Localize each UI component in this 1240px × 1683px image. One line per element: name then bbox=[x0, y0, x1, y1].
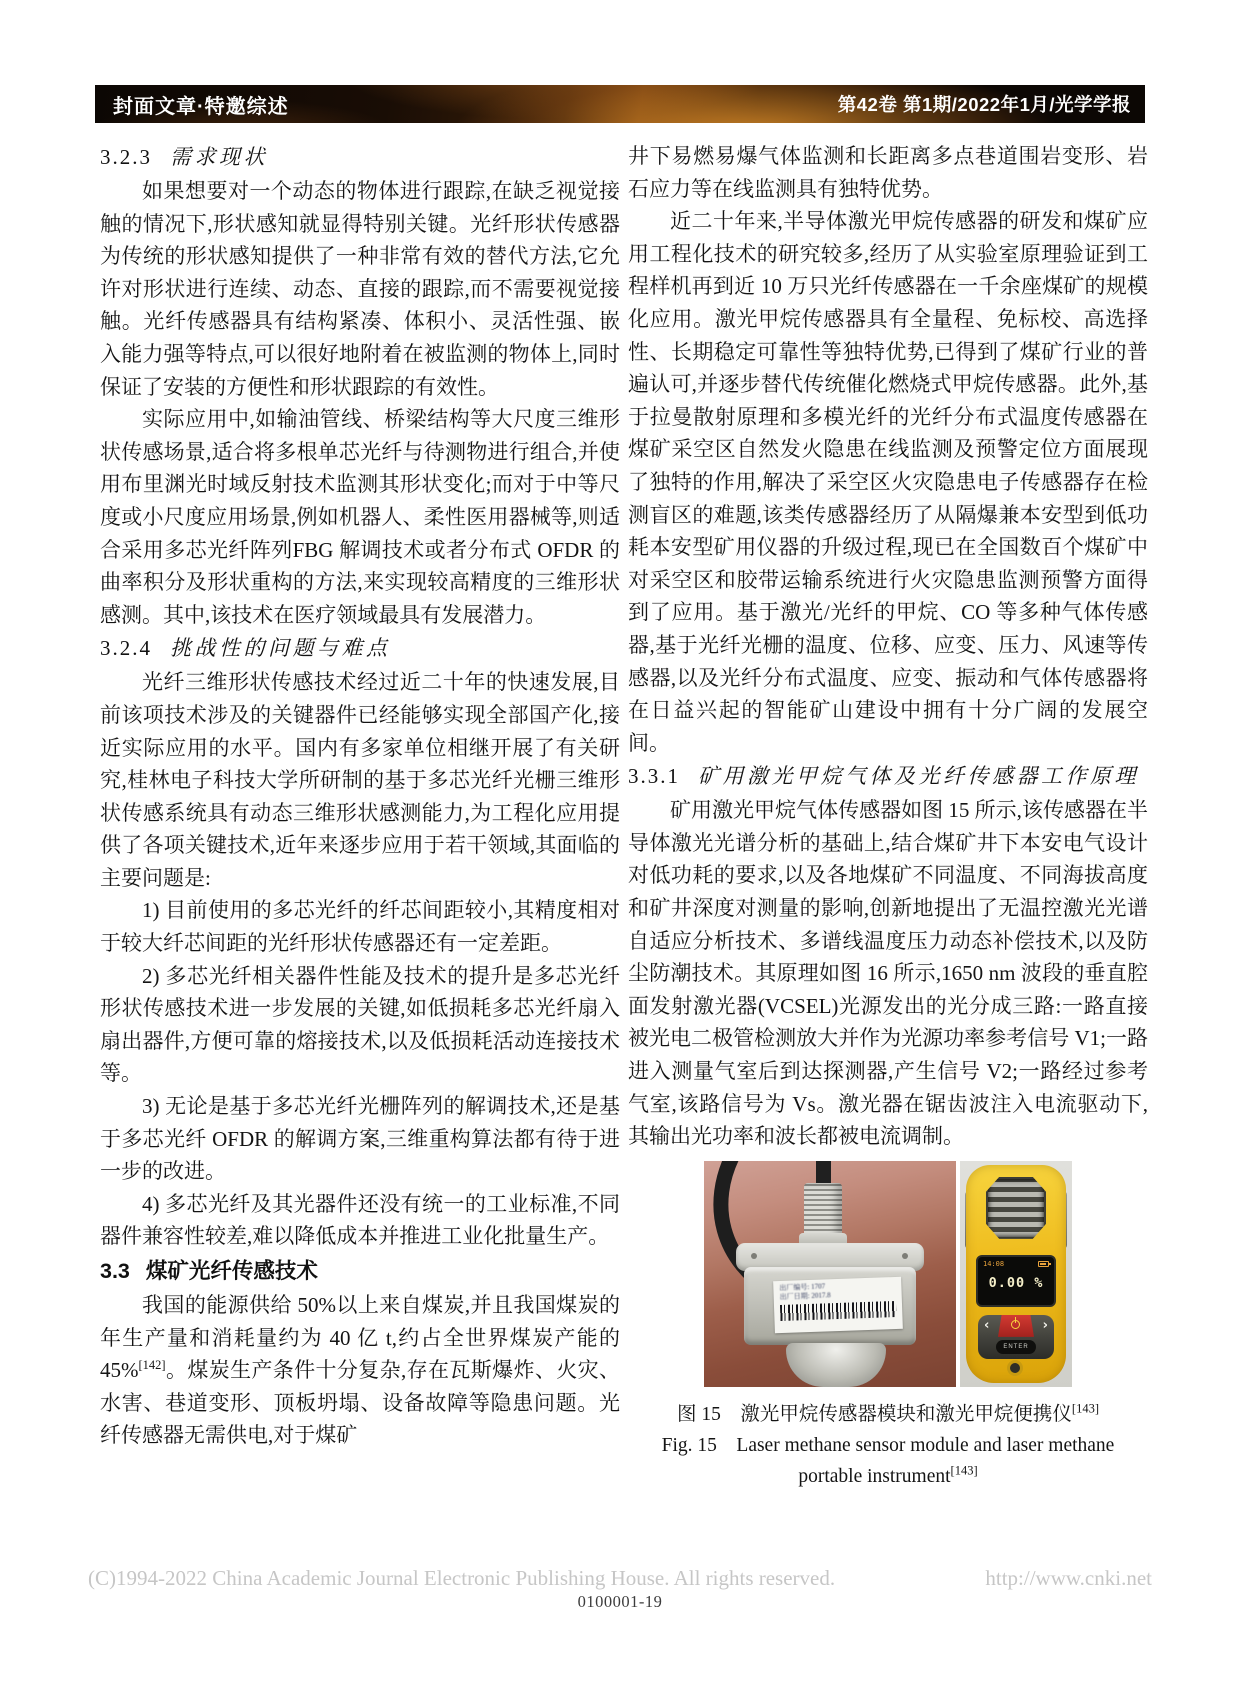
heading-number: 3.3.1 bbox=[628, 764, 680, 789]
cnki-url: http://www.cnki.net bbox=[985, 1566, 1152, 1590]
device-display bbox=[976, 1255, 1056, 1307]
list-item-paragraph: 3) 无论是基于多芯光纤光栅阵列的解调技术,还是基于多芯光纤 OFDR 的解调方案,三维重构算法都有待于进一步的改进。 bbox=[100, 1094, 620, 1184]
footer-copyright-row bbox=[88, 1566, 1152, 1591]
left-arrow-button: ‹ bbox=[984, 1317, 990, 1333]
screw-icon bbox=[751, 1253, 757, 1259]
barcode-icon bbox=[780, 1301, 896, 1321]
heading-title: 挑战性的问题与难点 bbox=[170, 636, 391, 661]
figure-caption-en-line1: Fig. 15 Laser methane sensor module and laser methane bbox=[661, 1434, 1115, 1456]
enter-button: ENTER bbox=[996, 1340, 1036, 1354]
reference-citation: [143] bbox=[950, 1463, 978, 1478]
heading-3-2-4 bbox=[100, 632, 620, 665]
figure-caption-en-line2 bbox=[628, 1461, 1148, 1492]
heading-3-3-1 bbox=[628, 760, 1148, 793]
heading-number: 3.2.4 bbox=[100, 636, 152, 661]
nameplate-date: 出厂日期: 2017.8 bbox=[779, 1291, 831, 1301]
paragraph: 近二十年来,半导体激光甲烷传感器的研发和煤矿应用工程化技术的研究较多,经历了从实验室原理验证到工程样机再到近 10 万只光纤传感器在一千余座煤矿的规模化应用。激光甲烷传感器具有全量程、免标校、高选择性、长期稳定可靠性等独特优势,已得到了煤矿行业的普遍认可,并逐步替代传统催化燃烧式甲烷传感器。此外,基于拉曼散射原理和多模光纤的光纤分布式温度传感器在煤矿采空区自然发火隐患在线监测及预警定位方面展现了独特的作用,解决了采空区火灾隐患电子传感器存在检测盲区的难题,该类传感器经历了从隔爆兼本安型到低功耗本安型矿用仪器的升级过程,现已在全国数百个煤矿中对采空区和胶带运输系统进行火灾隐患监测预警方面得到了应用。基于激光/光纤的甲烷、CO 等多种气体传感器,基于光纤光栅的温度、位移、应变、压力、风速等传感器,以及光纤分布式温度、应变、振动和气体传感器将在日益兴起的智能矿山建设中拥有十分广阔的发展空间。 bbox=[628, 209, 1148, 755]
reference-citation: [143] bbox=[1071, 1401, 1099, 1416]
power-icon bbox=[1011, 1320, 1020, 1329]
battery-icon bbox=[1038, 1261, 1049, 1267]
device-button-panel bbox=[978, 1315, 1054, 1359]
heading-3-2-3 bbox=[100, 141, 620, 174]
banner-issue-info: 第42卷 第1期/2022年1月/光学学报 bbox=[837, 94, 1131, 115]
list-item-paragraph: 2) 多芯光纤相关器件性能及技术的提升是多芯光纤形状传感技术进一步发展的关键,如低损耗多芯光纤扇入扇出器件,方便可靠的熔接技术,以及低损耗活动连接技术等。 bbox=[100, 963, 620, 1086]
paragraph bbox=[100, 1289, 620, 1452]
power-button bbox=[998, 1315, 1034, 1337]
screw-icon bbox=[902, 1253, 908, 1259]
module-nameplate bbox=[773, 1277, 903, 1333]
heading-number: 3.3 bbox=[100, 1259, 130, 1283]
figure-15 bbox=[628, 1161, 1148, 1492]
list-item-paragraph: 4) 多芯光纤及其光器件还没有统一的工业标准,不同器件兼容性较差,难以降低成本并推进工业化批量生产。 bbox=[100, 1191, 620, 1249]
methane-reading: 0.00 % bbox=[988, 1274, 1044, 1291]
nameplate-serial: 出厂编号: 1707 bbox=[779, 1282, 826, 1292]
heading-title: 需求现状 bbox=[170, 145, 268, 169]
paragraph-text: 我国的能源供给 50%以上来自煤炭,并且我国煤炭的年生产量和消耗量约为 40 亿 t,约占全世界煤炭产能的 45% bbox=[100, 1293, 620, 1383]
copyright-notice: (C)1994-2022 China Academic Journal Electronic Publishing House. All rights reserved. bbox=[88, 1566, 836, 1590]
heading-number: 3.2.3 bbox=[100, 145, 152, 169]
display-time: 14:08 bbox=[983, 1259, 1005, 1268]
paragraph-continuation: 井下易燃易爆气体监测和长距离多点巷道围岩变形、岩石应力等在线监测具有独特优势。 bbox=[628, 144, 1148, 201]
list-item-paragraph: 1) 目前使用的多芯光纤的纤芯间距较小,其精度相对于较大纤芯间距的光纤形状传感器还有一定差距。 bbox=[100, 898, 620, 956]
two-column-content bbox=[100, 140, 1148, 1492]
caption-text: portable instrument bbox=[798, 1465, 951, 1487]
right-column bbox=[628, 140, 1148, 1492]
paragraph-text: 。煤炭生产条件十分复杂,存在瓦斯爆炸、火灾、水害、巷道变形、顶板坍塌、设备故障等隐患问题。光纤传感器无需供电,对于煤矿 bbox=[100, 1358, 620, 1448]
heading-3-3 bbox=[100, 1254, 620, 1288]
banner-section-label: 封面文章·特邀综述 bbox=[113, 95, 289, 118]
laser-methane-sensor-module-photo bbox=[704, 1161, 956, 1387]
alarm-port bbox=[1010, 1363, 1020, 1373]
paragraph: 矿用激光甲烷气体传感器如图 15 所示,该传感器在半导体激光光谱分析的基础上,结合煤矿井下本安电气设计对低功耗的要求,以及各地煤矿不同温度、不同海拔高度和矿井深度对测量的影响,创新地提出了无温控激光光谱自适应分析技术、多谱线温度压力动态补偿技术,以及防尘防潮技术。其原理如图 16 所示,1650 nm 波段的垂直腔面发射激光器(VCSEL)光源发出的光分成三路:一路直接被光电二极管检测放大并作为光源功率参考信号 V1;一路进入测量气室后到达探测器,产生信号 V2;一路经过参考气室,该路信号为 Vs。激光器在锯齿波注入电流驱动下,其输出光功率和波长都被电流调制。 bbox=[628, 798, 1148, 1149]
heading-title: 煤矿光纤传感技术 bbox=[145, 1259, 318, 1283]
gas-inlet-grille bbox=[986, 1177, 1046, 1239]
header-banner bbox=[95, 85, 1145, 123]
figure-15-photos bbox=[704, 1161, 1072, 1387]
paragraph: 光纤三维形状传感技术经过近二十年的快速发展,目前该项技术涉及的关键器件已经能够实现全部国产化,接近实际应用的水平。国内有多家单位相继开展了有关研究,桂林电子科技大学所研制的基于多芯光纤光栅三维形状传感系统具有动态三维形状感测能力,为工程化应用提供了各项关键技术,近年来逐步应用于若干领域,其面临的主要问题是: bbox=[100, 670, 620, 890]
paragraph: 实际应用中,如输油管线、桥梁结构等大尺度三维形状传感场景,适合将多根单芯光纤与待测物进行组合,并使用布里渊光时域反射技术监测其形状变化;而对于中等尺度或小尺度应用场景,例如机器人、柔性医用器械等,则适合采用多芯光纤阵列FBG 解调技术或者分布式 OFDR 的曲率积分及形状重构的方法,来实现较高精度的三维形状感测。其中,该技术在医疗领域最具有发展潜力。 bbox=[100, 407, 620, 627]
figure-caption-zh bbox=[628, 1400, 1148, 1430]
reference-citation: [142] bbox=[138, 1358, 166, 1373]
paragraph: 如果想要对一个动态的物体进行跟踪,在缺乏视觉接触的情况下,形状感知就显得特别关键。光纤形状传感器为传统的形状感知提供了一种非常有效的替代方法,它允许对形状进行连续、动态、直接的跟踪,而不需要视觉接触。光纤传感器具有结构紧凑、体积小、灵活性强、嵌入能力强等特点,可以很好地附着在被监测的物体上,同时保证了安装的方便性和形状跟踪的有效性。 bbox=[100, 179, 620, 399]
laser-methane-portable-instrument-photo bbox=[960, 1161, 1072, 1387]
heading-title: 矿用激光甲烷气体及光纤传感器工作原理 bbox=[698, 764, 1139, 789]
right-arrow-button: › bbox=[1042, 1317, 1048, 1333]
caption-text: 图 15 激光甲烷传感器模块和激光甲烷便携仪 bbox=[677, 1403, 1072, 1425]
display-status-row bbox=[983, 1260, 1049, 1268]
left-column bbox=[100, 140, 620, 1492]
page-number: 0100001-19 bbox=[577, 1592, 663, 1611]
